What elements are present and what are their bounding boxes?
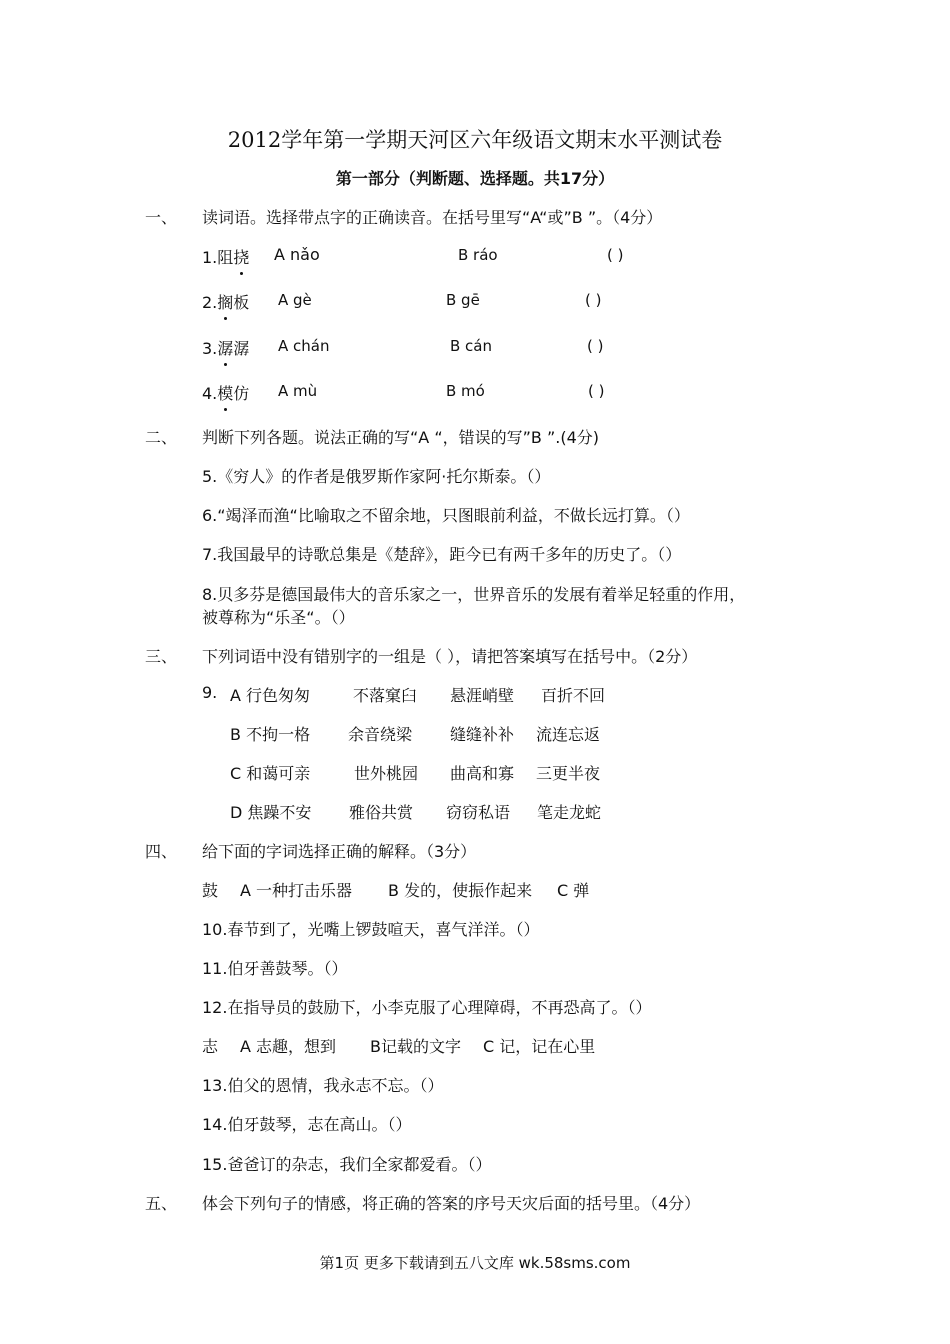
q2-number: 2. xyxy=(202,293,218,312)
question-15: 15.爸爸订的杂志，我们全家都爱看。（） xyxy=(202,1155,492,1174)
q3-char: 潺 xyxy=(233,339,250,358)
q9-b-word-2: 余音绕梁 xyxy=(348,725,413,744)
q4-word xyxy=(202,381,249,404)
page-footer: 第1页 更多下载请到五八文库 wk.58sms.com xyxy=(319,1254,631,1272)
question-8-line-2: 被尊称为“乐圣“。（） xyxy=(202,608,355,627)
q4-option-b: B mó xyxy=(446,382,485,400)
q1-char: 阻 xyxy=(217,248,234,267)
zhi-option-a: A 志趣，想到 xyxy=(240,1037,337,1056)
section-1-number: 一、 xyxy=(145,208,178,227)
q4-option-a: A mù xyxy=(278,382,318,400)
q9-b-word-4: 流连忘返 xyxy=(536,725,601,744)
q3-option-b: B cán xyxy=(450,337,493,355)
q9-a-word-4: 百折不回 xyxy=(541,686,606,705)
page-title: 2012学年第一学期天河区六年级语文期末水平测试卷 xyxy=(227,128,723,152)
zhi-option-b: B记载的文字 xyxy=(370,1037,461,1056)
q4-dotted-char: 模 xyxy=(217,381,233,404)
question-13: 13.伯父的恩情，我永志不忘。（） xyxy=(202,1076,444,1095)
question-5: 5.《穷人》的作者是俄罗斯作家阿·托尔斯泰。（） xyxy=(202,467,551,486)
section-1-instruction: 读词语。选择带点字的正确读音。在括号里写“A“或”B ”。（4分） xyxy=(202,208,663,227)
q9-a-word-2: 不落窠臼 xyxy=(353,686,418,705)
q9-option-d: D 焦躁不安 xyxy=(230,803,312,822)
q2-dotted-char: 搁 xyxy=(217,290,233,313)
question-6: 6.“竭泽而渔“比喻取之不留余地，只图眼前利益，不做长远打算。（） xyxy=(202,506,690,525)
section-2-instruction: 判断下列各题。说法正确的写“A “，错误的写”B ”.(4分) xyxy=(202,428,600,447)
q9-d-word-3: 窃窃私语 xyxy=(446,803,511,822)
q9-option-a: A 行色匆匆 xyxy=(230,686,311,705)
question-9-number: 9. xyxy=(202,683,218,702)
q9-b-word-3: 缝缝补补 xyxy=(450,725,515,744)
question-7: 7.我国最早的诗歌总集是《楚辞》，距今已有两千多年的历史了。（） xyxy=(202,545,682,564)
section-4-number: 四、 xyxy=(145,842,178,861)
zhi-option-c: C 记，记在心里 xyxy=(483,1037,596,1056)
section-2-number: 二、 xyxy=(145,428,178,447)
q9-d-word-2: 雅俗共赏 xyxy=(349,803,414,822)
q1-answer-paren[interactable]: ( ) xyxy=(607,246,624,264)
question-8-line-1: 8.贝多芬是德国最伟大的音乐家之一，世界音乐的发展有着举足轻重的作用， xyxy=(202,585,746,604)
q2-option-b: B gē xyxy=(446,291,480,309)
section-3-instruction: 下列词语中没有错别字的一组是（ ），请把答案填写在括号中。（2分） xyxy=(202,647,698,666)
section-4-instruction: 给下面的字词选择正确的解释。（3分） xyxy=(202,842,477,861)
q3-number: 3. xyxy=(202,339,218,358)
question-10: 10.春节到了，光嘴上锣鼓喧天，喜气洋洋。（） xyxy=(202,920,540,939)
question-14: 14.伯牙鼓琴，志在高山。（） xyxy=(202,1115,412,1134)
question-11: 11.伯牙善鼓琴。（） xyxy=(202,959,348,978)
q3-answer-paren[interactable]: ( ) xyxy=(587,337,604,355)
q1-dotted-char: 挠 xyxy=(233,245,249,268)
part-subtitle: 第一部分（判断题、选择题。共17分） xyxy=(335,169,615,188)
section-5-number: 五、 xyxy=(145,1194,178,1213)
q3-dotted-char: 潺 xyxy=(217,336,233,359)
q1-option-a: A nǎo xyxy=(274,245,320,264)
section-5-instruction: 体会下列句子的情感，将正确的答案的序号天灾后面的括号里。（4分） xyxy=(202,1194,701,1213)
q9-d-word-4: 笔走龙蛇 xyxy=(537,803,602,822)
gu-option-b: B 发的，使振作起来 xyxy=(388,881,533,900)
q3-option-a: A chán xyxy=(278,337,330,355)
q9-a-word-3: 悬涯峭壁 xyxy=(450,686,515,705)
q9-c-word-2: 世外桃园 xyxy=(354,764,419,783)
section-3-number: 三、 xyxy=(145,647,178,666)
q2-option-a: A gè xyxy=(278,291,312,309)
zhi-char: 志 xyxy=(202,1037,219,1056)
question-12: 12.在指导员的鼓励下，小李克服了心理障碍，不再恐高了。（） xyxy=(202,998,652,1017)
q4-answer-paren[interactable]: ( ) xyxy=(588,382,605,400)
gu-option-a: A 一种打击乐器 xyxy=(240,881,353,900)
q9-c-word-3: 曲高和寡 xyxy=(450,764,515,783)
q9-c-word-4: 三更半夜 xyxy=(536,764,601,783)
q2-answer-paren[interactable]: ( ) xyxy=(585,291,602,309)
q1-option-b: B ráo xyxy=(458,246,498,264)
gu-char: 鼓 xyxy=(202,881,219,900)
q4-char: 仿 xyxy=(233,384,250,403)
gu-option-c: C 弹 xyxy=(557,881,590,900)
q2-word xyxy=(202,290,249,313)
q1-number: 1. xyxy=(202,248,218,267)
q1-word xyxy=(202,245,249,268)
q4-number: 4. xyxy=(202,384,218,403)
q9-option-b: B 不拘一格 xyxy=(230,725,311,744)
q2-char: 板 xyxy=(233,293,250,312)
q9-option-c: C 和蔼可亲 xyxy=(230,764,311,783)
q3-word xyxy=(202,336,249,359)
